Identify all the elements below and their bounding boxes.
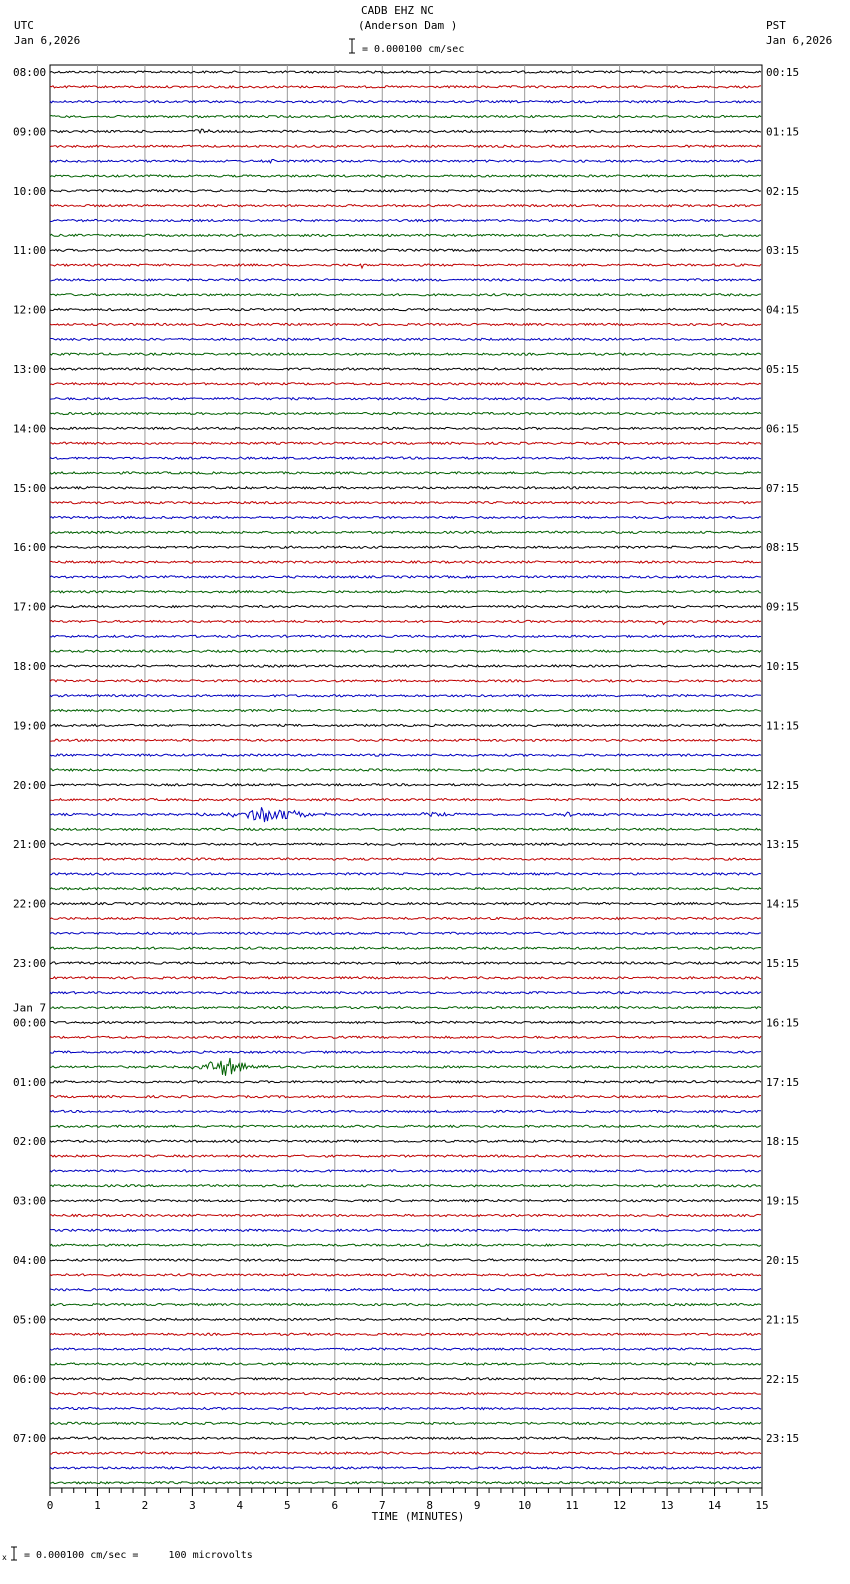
seismic-trace xyxy=(50,807,761,822)
x-tick-label: 8 xyxy=(426,1499,434,1512)
utc-hour-label: 06:00 xyxy=(13,1372,47,1386)
utc-hour-label: 01:00 xyxy=(13,1075,47,1089)
pst-hour-label: 07:15 xyxy=(766,481,800,495)
pst-hour-label: 16:15 xyxy=(766,1016,800,1030)
pst-hour-label: 15:15 xyxy=(766,957,800,970)
pst-hour-label: 05:15 xyxy=(766,363,800,376)
seismic-trace xyxy=(50,129,761,133)
seismic-trace xyxy=(50,1348,761,1350)
utc-hour-label: 19:00 xyxy=(13,719,47,733)
seismic-trace xyxy=(50,1081,761,1083)
seismic-trace xyxy=(50,561,761,563)
utc-hour-label: 18:00 xyxy=(13,660,47,673)
seismic-trace xyxy=(50,457,761,459)
seismic-trace xyxy=(50,1289,761,1291)
right-timezone: PST xyxy=(766,19,786,32)
seismic-trace xyxy=(50,309,761,311)
station-title: CADB EHZ NC xyxy=(361,4,434,17)
seismic-trace xyxy=(50,190,761,192)
seismic-trace xyxy=(50,784,761,786)
seismic-trace xyxy=(50,1229,761,1231)
utc-hour-label: 09:00 xyxy=(13,125,47,139)
pst-hour-label: 08:15 xyxy=(766,541,800,555)
seismic-trace xyxy=(50,710,761,712)
station-location: (Anderson Dam ) xyxy=(358,19,458,32)
seismic-trace xyxy=(50,843,761,845)
seismic-trace xyxy=(50,1021,761,1023)
seismic-trace xyxy=(50,769,761,771)
x-tick-label: 15 xyxy=(755,1499,769,1512)
seismic-trace xyxy=(50,962,761,964)
x-tick-label: 6 xyxy=(331,1499,339,1512)
seismic-trace xyxy=(50,1274,761,1276)
pst-hour-label: 06:15 xyxy=(766,422,800,436)
left-date: Jan 6,2026 xyxy=(14,34,81,47)
seismic-trace xyxy=(50,620,761,624)
seismic-trace xyxy=(50,1007,761,1009)
pst-hour-label: 20:15 xyxy=(766,1254,800,1267)
scale-label: = 0.000100 cm/sec xyxy=(362,44,465,55)
seismic-trace xyxy=(50,205,761,207)
x-tick-label: 1 xyxy=(94,1499,101,1512)
seismic-traces xyxy=(50,71,761,1484)
seismic-trace xyxy=(50,1051,761,1053)
utc-hour-label: 16:00 xyxy=(13,541,47,555)
utc-hour-label: 20:00 xyxy=(13,778,47,792)
x-tick-label: 3 xyxy=(189,1499,196,1512)
seismic-trace xyxy=(50,442,761,444)
x-tick-label: 9 xyxy=(473,1499,481,1512)
seismic-trace xyxy=(50,992,761,994)
seismic-trace xyxy=(50,160,761,163)
seismic-trace xyxy=(50,1036,761,1038)
utc-hour-label: 05:00 xyxy=(13,1313,47,1327)
seismic-trace xyxy=(50,249,761,251)
seismic-trace xyxy=(50,368,761,370)
utc-hour-label: 07:00 xyxy=(13,1432,47,1446)
utc-hour-label: 11:00 xyxy=(13,244,47,258)
seismic-trace xyxy=(50,71,761,73)
pst-hour-label: 00:15 xyxy=(766,66,800,79)
utc-hour-label: 23:00 xyxy=(13,957,47,970)
pst-hour-label: 01:15 xyxy=(766,125,800,139)
seismic-trace xyxy=(50,591,761,593)
seismic-trace xyxy=(50,903,761,905)
x-tick-label: 10 xyxy=(518,1499,532,1512)
seismic-trace xyxy=(50,1170,761,1172)
utc-hour-label: 12:00 xyxy=(13,303,47,317)
seismic-trace xyxy=(50,1333,761,1335)
x-tick-label: 7 xyxy=(378,1499,386,1512)
seismic-trace xyxy=(50,695,761,697)
seismic-trace xyxy=(50,1482,761,1484)
seismic-trace xyxy=(50,665,761,667)
seismic-trace xyxy=(50,606,761,608)
pst-hour-label: 10:15 xyxy=(766,660,800,673)
seismic-trace xyxy=(50,1125,761,1127)
pst-hour-label: 17:15 xyxy=(766,1075,800,1089)
seismic-trace xyxy=(50,472,761,474)
seismic-trace xyxy=(50,888,761,890)
seismic-trace xyxy=(50,1110,761,1112)
seismic-trace xyxy=(50,264,761,268)
seismic-trace xyxy=(50,413,761,415)
seismic-trace xyxy=(50,116,761,118)
seismic-trace xyxy=(50,754,761,756)
seismic-trace xyxy=(50,1244,761,1246)
pst-hour-label: 09:15 xyxy=(766,600,800,614)
x-tick-label: 2 xyxy=(141,1499,149,1512)
seismic-trace xyxy=(50,1259,761,1261)
left-timezone: UTC xyxy=(14,19,34,32)
seismic-trace xyxy=(50,279,761,281)
utc-hour-label: 04:00 xyxy=(13,1254,47,1267)
seismic-trace xyxy=(50,1407,761,1409)
utc-hour-label: 15:00 xyxy=(13,481,47,495)
seismic-trace xyxy=(50,234,761,236)
seismic-trace xyxy=(50,338,761,340)
seismic-trace xyxy=(50,1058,761,1076)
seismic-trace xyxy=(50,101,761,103)
seismic-trace xyxy=(50,323,761,325)
seismic-trace xyxy=(50,932,761,934)
seismic-trace xyxy=(50,1185,761,1187)
utc-hour-label: 03:00 xyxy=(13,1194,47,1208)
seismic-trace xyxy=(50,546,761,548)
footer-scale-bar xyxy=(11,1547,17,1560)
seismic-trace xyxy=(50,294,761,296)
pst-hour-label: 18:15 xyxy=(766,1135,800,1149)
seismic-trace xyxy=(50,427,761,429)
x-tick-label: 4 xyxy=(236,1499,244,1512)
x-tick-label: 14 xyxy=(707,1499,722,1512)
seismic-trace xyxy=(50,680,761,682)
x-axis-label: TIME (MINUTES) xyxy=(371,1510,465,1523)
seismic-trace xyxy=(50,1393,761,1395)
seismic-trace xyxy=(50,828,761,830)
header-scale-bar xyxy=(349,39,355,53)
seismic-trace xyxy=(50,1214,761,1216)
utc-hour-label: 00:00 xyxy=(13,1016,47,1030)
seismic-trace xyxy=(50,799,761,801)
seismic-trace xyxy=(50,145,761,147)
utc-hour-label: 08:00 xyxy=(13,66,47,79)
x-tick-label: 5 xyxy=(284,1499,291,1512)
pst-hour-label: 14:15 xyxy=(766,897,800,911)
seismic-trace xyxy=(50,487,761,489)
seismic-trace xyxy=(50,86,761,88)
seismic-trace xyxy=(50,739,761,741)
pst-hour-label: 11:15 xyxy=(766,719,800,733)
utc-date-change-label: Jan 7 xyxy=(13,1001,47,1015)
footer-marker: x xyxy=(2,1553,7,1562)
seismic-trace xyxy=(50,516,761,518)
utc-hour-label: 22:00 xyxy=(13,897,47,911)
seismic-trace xyxy=(50,1467,761,1469)
pst-hour-label: 13:15 xyxy=(766,838,800,852)
utc-hour-label: 10:00 xyxy=(13,184,47,198)
seismic-trace xyxy=(50,1363,761,1365)
pst-hour-label: 02:15 xyxy=(766,184,800,198)
seismic-trace xyxy=(50,1422,761,1424)
seismic-trace xyxy=(50,576,761,578)
seismic-trace xyxy=(50,219,761,221)
seismic-trace xyxy=(50,635,761,637)
right-date: Jan 6,2026 xyxy=(766,34,833,47)
footer-scale-label: = 0.000100 cm/sec = 100 microvolts xyxy=(24,1550,253,1561)
seismic-trace xyxy=(50,398,761,400)
x-tick-label: 12 xyxy=(612,1499,627,1512)
x-tick-label: 13 xyxy=(660,1499,674,1512)
seismic-trace xyxy=(50,383,761,385)
pst-hour-label: 12:15 xyxy=(766,778,800,792)
seismic-trace xyxy=(50,977,761,979)
pst-hour-label: 23:15 xyxy=(766,1432,800,1446)
utc-hour-label: 02:00 xyxy=(13,1135,47,1149)
seismic-trace xyxy=(50,1096,761,1098)
seismic-trace xyxy=(50,947,761,949)
seismic-trace xyxy=(50,917,761,919)
pst-hour-label: 22:15 xyxy=(766,1372,800,1386)
pst-hour-label: 21:15 xyxy=(766,1313,800,1327)
seismic-trace xyxy=(50,1304,761,1306)
seismic-trace xyxy=(50,1378,761,1380)
seismic-trace xyxy=(50,1318,761,1320)
seismic-trace xyxy=(50,1437,761,1439)
seismic-trace xyxy=(50,353,761,355)
seismic-trace xyxy=(50,1155,761,1157)
utc-hour-label: 17:00 xyxy=(13,600,47,614)
utc-hour-label: 13:00 xyxy=(13,363,47,376)
utc-hour-label: 14:00 xyxy=(13,422,47,436)
pst-hour-label: 03:15 xyxy=(766,244,800,258)
seismic-trace xyxy=(50,1140,761,1142)
seismic-trace xyxy=(50,502,761,504)
seismic-trace xyxy=(50,531,761,533)
pst-hour-label: 04:15 xyxy=(766,303,800,317)
seismic-trace xyxy=(50,724,761,726)
seismic-trace xyxy=(50,650,761,652)
pst-hour-label: 19:15 xyxy=(766,1194,800,1208)
seismic-trace xyxy=(50,1200,761,1202)
seismic-trace xyxy=(50,175,761,177)
time-axis xyxy=(47,1488,769,1523)
x-tick-label: 0 xyxy=(46,1499,54,1512)
seismic-trace xyxy=(50,1452,761,1454)
x-tick-label: 11 xyxy=(565,1499,579,1512)
utc-hour-label: 21:00 xyxy=(13,838,47,852)
seismic-trace xyxy=(50,858,761,860)
seismic-trace xyxy=(50,873,761,875)
